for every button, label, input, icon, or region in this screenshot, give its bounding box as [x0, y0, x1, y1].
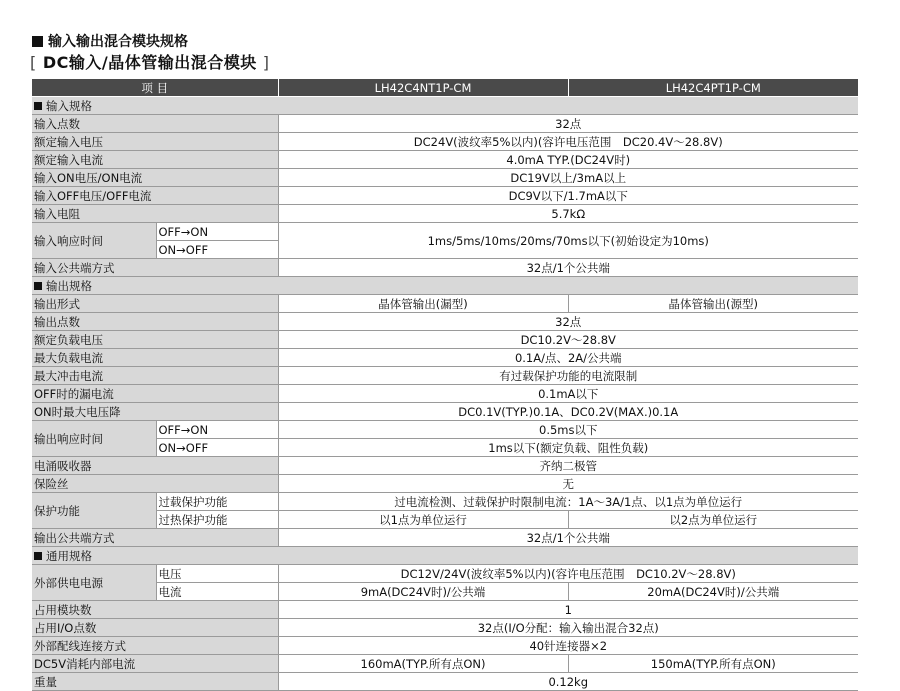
row-value: 无: [278, 475, 858, 493]
row-label: 额定负载电压: [32, 331, 278, 349]
row-value: DC0.1V(TYP.)0.1A、DC0.2V(MAX.)0.1A: [278, 403, 858, 421]
row-value-a: 晶体管输出(漏型): [278, 295, 568, 313]
header-model-b: LH42C4PT1P-CM: [568, 79, 858, 97]
row-label: 输入响应时间: [32, 223, 156, 259]
row-sublabel: 过载保护功能: [156, 493, 278, 511]
row-label: 输入点数: [32, 115, 278, 133]
row-label: 输入电阻: [32, 205, 278, 223]
row-value: DC12V/24V(波纹率5%以内)(容许电压范围 DC10.2V～28.8V): [278, 565, 858, 583]
section-output-text: 输出规格: [46, 278, 92, 293]
row-value: 0.1A/点、2A/公共端: [278, 349, 858, 367]
row-label: 额定输入电流: [32, 151, 278, 169]
row-label: 输入ON电压/ON电流: [32, 169, 278, 187]
row-label: 输出响应时间: [32, 421, 156, 457]
row-label: 电涌吸收器: [32, 457, 278, 475]
section-row: [32, 97, 858, 115]
table-row: [32, 223, 858, 241]
row-sublabel: ON→OFF: [156, 439, 278, 457]
section-input: [32, 97, 858, 115]
row-value: 0.5ms以下: [278, 421, 858, 439]
row-sublabel: 电压: [156, 565, 278, 583]
square-bullet-icon: [34, 552, 42, 560]
table-row: [32, 331, 858, 349]
table-row: [32, 169, 858, 187]
bracket-close: ]: [262, 53, 270, 72]
table-row: [32, 457, 858, 475]
table-row: [32, 259, 858, 277]
row-label: 输出点数: [32, 313, 278, 331]
square-bullet-icon: [34, 102, 42, 110]
table-row: [32, 439, 858, 457]
row-value-b: 150mA(TYP.所有点ON): [568, 655, 858, 673]
row-value: 32点: [278, 115, 858, 133]
section-output: [32, 277, 858, 295]
row-value: 1ms/5ms/10ms/20ms/70ms以下(初始设定为10ms): [278, 223, 858, 259]
row-value: DC10.2V～28.8V: [278, 331, 858, 349]
row-label: OFF时的漏电流: [32, 385, 278, 403]
row-value: 1: [278, 601, 858, 619]
row-sublabel: OFF→ON: [156, 223, 278, 241]
table-row: [32, 601, 858, 619]
row-sublabel: OFF→ON: [156, 421, 278, 439]
row-value: 齐纳二极管: [278, 457, 858, 475]
category-text: 输入输出混合模块规格: [48, 34, 188, 50]
table-row: [32, 349, 858, 367]
module-title-text: DC输入/晶体管输出混合模块: [42, 53, 257, 72]
section-general-text: 通用规格: [46, 548, 92, 563]
table-row: [32, 151, 858, 169]
section-general: [32, 547, 858, 565]
table-row: [32, 583, 858, 601]
row-value-a: 160mA(TYP.所有点ON): [278, 655, 568, 673]
table-row: [32, 673, 858, 691]
row-sublabel: 电流: [156, 583, 278, 601]
table-row: [32, 115, 858, 133]
table-row: [32, 637, 858, 655]
row-value: 32点/1个公共端: [278, 529, 858, 547]
row-value-b: 20mA(DC24V时)/公共端: [568, 583, 858, 601]
row-value: 1ms以下(额定负载、阻性负载): [278, 439, 858, 457]
row-value: DC19V以上/3mA以上: [278, 169, 858, 187]
section-row: [32, 547, 858, 565]
row-value: 0.12kg: [278, 673, 858, 691]
row-value: DC24V(波纹率5%以内)(容许电压范围 DC20.4V～28.8V): [278, 133, 858, 151]
row-value: DC9V以下/1.7mA以下: [278, 187, 858, 205]
table-row: [32, 421, 858, 439]
table-row: [32, 133, 858, 151]
row-value: 有过载保护功能的电流限制: [278, 367, 858, 385]
table-row: [32, 367, 858, 385]
row-value-b: 以2点为单位运行: [568, 511, 858, 529]
row-value: 0.1mA以下: [278, 385, 858, 403]
table-row: [32, 565, 858, 583]
section-input-text: 输入规格: [46, 98, 92, 113]
row-value: 40针连接器×2: [278, 637, 858, 655]
header-item: 项 目: [32, 79, 278, 97]
square-bullet-icon: [32, 36, 43, 47]
row-sublabel: ON→OFF: [156, 241, 278, 259]
table-row: [32, 529, 858, 547]
table-row: [32, 295, 858, 313]
square-bullet-icon: [34, 282, 42, 290]
module-title: [30, 50, 270, 73]
table-row: [32, 403, 858, 421]
row-label: 占用模块数: [32, 601, 278, 619]
header-model-a: LH42C4NT1P-CM: [278, 79, 568, 97]
row-value-b: 晶体管输出(源型): [568, 295, 858, 313]
table-row: [32, 475, 858, 493]
row-label: 外部配线连接方式: [32, 637, 278, 655]
spec-table: [32, 79, 858, 691]
row-label: 输出形式: [32, 295, 278, 313]
row-value: 32点: [278, 313, 858, 331]
row-value: 4.0mA TYP.(DC24V时): [278, 151, 858, 169]
row-label: 最大负载电流: [32, 349, 278, 367]
row-label: 外部供电电源: [32, 565, 156, 601]
bracket-open: [: [30, 53, 37, 72]
row-value-a: 9mA(DC24V时)/公共端: [278, 583, 568, 601]
row-label: 额定输入电压: [32, 133, 278, 151]
row-value-a: 以1点为单位运行: [278, 511, 568, 529]
row-sublabel: 过热保护功能: [156, 511, 278, 529]
row-label: 保护功能: [32, 493, 156, 529]
section-row: [32, 277, 858, 295]
row-value: 32点/1个公共端: [278, 259, 858, 277]
table-row: [32, 511, 858, 529]
row-label: 输入公共端方式: [32, 259, 278, 277]
row-label: DC5V消耗内部电流: [32, 655, 278, 673]
table-row: [32, 655, 858, 673]
table-row: [32, 385, 858, 403]
row-label: 保险丝: [32, 475, 278, 493]
row-value: 5.7kΩ: [278, 205, 858, 223]
table-row: [32, 205, 858, 223]
table-row: [32, 313, 858, 331]
row-label: 输入OFF电压/OFF电流: [32, 187, 278, 205]
row-label: 重量: [32, 673, 278, 691]
row-label: 占用I/O点数: [32, 619, 278, 637]
row-value: 32点(I/O分配：输入输出混合32点): [278, 619, 858, 637]
row-label: 输出公共端方式: [32, 529, 278, 547]
table-row: [32, 493, 858, 511]
row-value: 过电流检测、过载保护时限制电流：1A～3A/1点、以1点为单位运行: [278, 493, 858, 511]
row-label: ON时最大电压降: [32, 403, 278, 421]
table-row: [32, 187, 858, 205]
category-heading: [32, 31, 188, 51]
table-row: [32, 619, 858, 637]
row-label: 最大冲击电流: [32, 367, 278, 385]
header-row: [32, 79, 858, 97]
